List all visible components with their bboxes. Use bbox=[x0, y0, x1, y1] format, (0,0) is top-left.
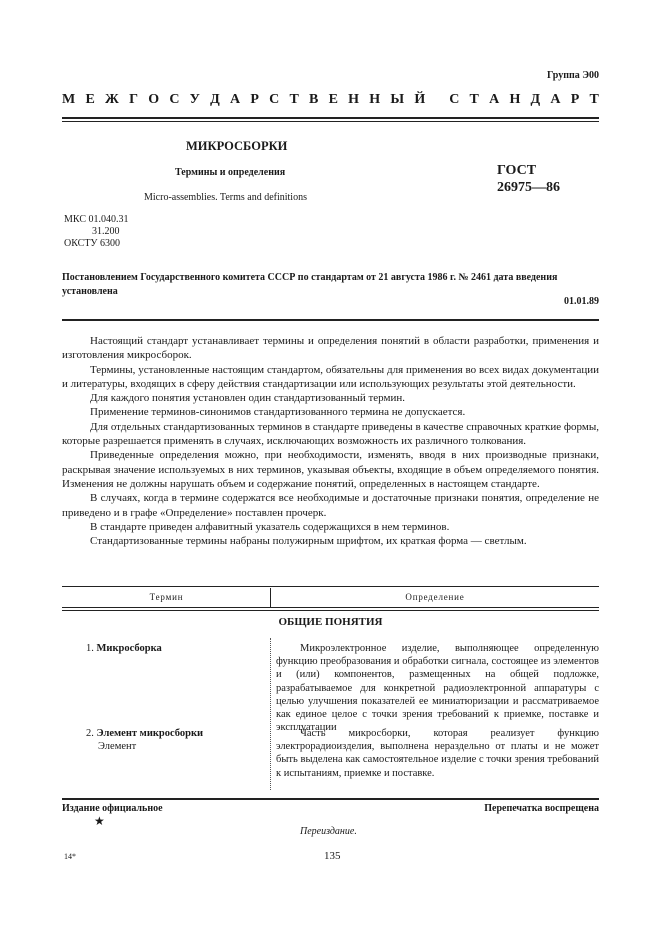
column-header-term: Термин bbox=[149, 592, 184, 602]
intro-paragraph: Стандартизованные термины набраны полужирным шрифтом, их краткая форма — светлым. bbox=[90, 535, 527, 548]
term-name: Элемент микросборки bbox=[96, 728, 204, 739]
heading-letter: Н bbox=[509, 92, 521, 107]
official-edition-label: Издание официальное bbox=[62, 803, 163, 814]
reprint-notice: Перепечатка воспрещена bbox=[484, 803, 599, 814]
page-number: 135 bbox=[324, 850, 341, 862]
heading-letter: Д bbox=[210, 92, 220, 107]
intro-paragraph: Настоящий стандарт устанавливает термины и определения понятий в области разработки, применения и изготовления микросборок. bbox=[62, 335, 599, 362]
classification-codes bbox=[64, 214, 128, 250]
heading-letter: Н bbox=[369, 92, 381, 107]
intro-paragraph: Применение терминов-синонимов стандартизованного термина не допускается. bbox=[90, 406, 466, 419]
table-row-term bbox=[86, 642, 162, 655]
heading-letter: М bbox=[62, 92, 76, 107]
table-row-term bbox=[86, 727, 203, 753]
heading-letter: С bbox=[169, 92, 180, 107]
column-divider bbox=[270, 588, 271, 607]
section-heading: ОБЩИЕ ПОНЯТИЯ bbox=[278, 616, 383, 628]
group-code: Группа Э00 bbox=[547, 70, 599, 81]
heading-letter bbox=[435, 92, 439, 108]
table-border bbox=[62, 610, 599, 611]
heading-letter: А bbox=[550, 92, 561, 107]
okstu-code: ОКСТУ 6300 bbox=[64, 238, 121, 249]
heading-letter: Н bbox=[348, 92, 360, 107]
effective-date: 01.01.89 bbox=[564, 296, 599, 307]
document-title: МИКРОСБОРКИ bbox=[186, 139, 288, 153]
table-row-definition bbox=[276, 642, 599, 734]
heading-letter: Р bbox=[250, 92, 259, 107]
heading-letter: А bbox=[489, 92, 500, 107]
heading-letter: С bbox=[449, 92, 460, 107]
heading-letter: Ы bbox=[390, 92, 405, 107]
gost-number: 26975—86 bbox=[497, 180, 560, 195]
signature-mark: 14* bbox=[64, 852, 76, 861]
heading-letter: Й bbox=[414, 92, 426, 107]
definition-text: Часть микросборки, которая реализует функцию электрорадиоизделия, выполнена нераздельно от платы и не может быть выделена как самостоятельное изделие с точки зрения требований к испытаниям, приемке и поставке. bbox=[276, 728, 599, 779]
heading-letter: Д bbox=[530, 92, 541, 107]
table-border bbox=[62, 607, 599, 608]
heading-letter: Р bbox=[570, 92, 580, 107]
heading-letter: Е bbox=[328, 92, 338, 107]
decree-text: Постановлением Государственного комитета СССР по стандартам от 21 августа 1986 г. № 2461 дата введения установлена bbox=[62, 272, 558, 297]
mks-code: МКС 01.040.31 bbox=[64, 214, 129, 225]
divider bbox=[62, 319, 599, 321]
english-title: Micro-assemblies. Terms and definitions bbox=[144, 192, 307, 203]
gost-designation bbox=[497, 162, 560, 196]
heading-letter: Е bbox=[85, 92, 95, 107]
term-number: 1. bbox=[86, 643, 94, 654]
intro-paragraph: Термины, установленные настоящим стандартом, обязательны для применения во всех видах документации и литературы, входящих в сферу действия стандартизации или использующих результаты этой деятельности. bbox=[62, 363, 599, 390]
document-subtitle: Термины и определения bbox=[175, 167, 286, 178]
heading-letter: Г bbox=[129, 92, 138, 107]
divider bbox=[62, 121, 599, 122]
definition-text: Микроэлектронное изделие, выполняющее определенную функцию преобразования и обработки сигнала, состоящее из элементов и (или) компонентов, размещенных на общей подложке, разрабатываемое для конкретной радиоэлектронной аппаратуры с целью улучшения показателей ее миниатюризации и рассматриваемое как единое целое с точки зрения требований к приемке, поставке и эксплуатации bbox=[276, 643, 599, 734]
intro-paragraph: В случаях, когда в термине содержатся все необходимые и достаточные признаки понятия, определение не приведено и в графе «Определение» поставлен прочерк. bbox=[62, 492, 599, 519]
heading-letter: А bbox=[230, 92, 241, 107]
intro-paragraph: Для отдельных стандартизованных терминов в стандарте приведены в качестве справочных краткие формы, которые разрешается применять в случаях, исключающих возможность их различного толкования. bbox=[62, 420, 599, 448]
term-number: 2. bbox=[86, 728, 94, 739]
intro-paragraph: В стандарте приведен алфавитный указатель содержащихся в нем терминов. bbox=[90, 520, 450, 533]
heading-letter: В bbox=[309, 92, 319, 107]
column-header-definition: Определение bbox=[405, 592, 465, 602]
intro-paragraph: Для каждого понятия установлен один стандартизованный термин. bbox=[90, 392, 405, 405]
gost-label: ГОСТ bbox=[497, 163, 537, 178]
intro-paragraph: Приведенные определения можно, при необходимости, изменять, вводя в них производные признаки, раскрывая значение используемых в них терминов, указывая объекты, входящие в объем определяемого понятия. Изменения не должны нарушать объем и содержание понятий, определенных в настоящем стандарте. bbox=[62, 449, 599, 490]
heading-letter: Т bbox=[589, 92, 599, 107]
table-header bbox=[62, 588, 599, 607]
term-name: Микросборка bbox=[96, 643, 162, 654]
column-divider bbox=[270, 638, 271, 790]
intro-text bbox=[62, 334, 599, 548]
term-short-form: Элемент bbox=[98, 741, 137, 752]
mks-code-secondary: 31.200 bbox=[92, 226, 120, 237]
heading-letter: Т bbox=[289, 92, 299, 107]
table-border bbox=[62, 586, 599, 587]
heading-letter: У bbox=[189, 92, 200, 107]
divider bbox=[62, 798, 599, 800]
heading-letter: Ж bbox=[105, 92, 119, 107]
heading-letter: О bbox=[148, 92, 160, 107]
heading-letter: Т bbox=[469, 92, 479, 107]
star-icon: ★ bbox=[94, 814, 105, 828]
heading-letter: С bbox=[269, 92, 280, 107]
divider bbox=[62, 117, 599, 119]
standard-type-heading bbox=[62, 92, 599, 108]
table-row-definition bbox=[276, 727, 599, 780]
reissue-label: Переиздание. bbox=[300, 826, 357, 837]
